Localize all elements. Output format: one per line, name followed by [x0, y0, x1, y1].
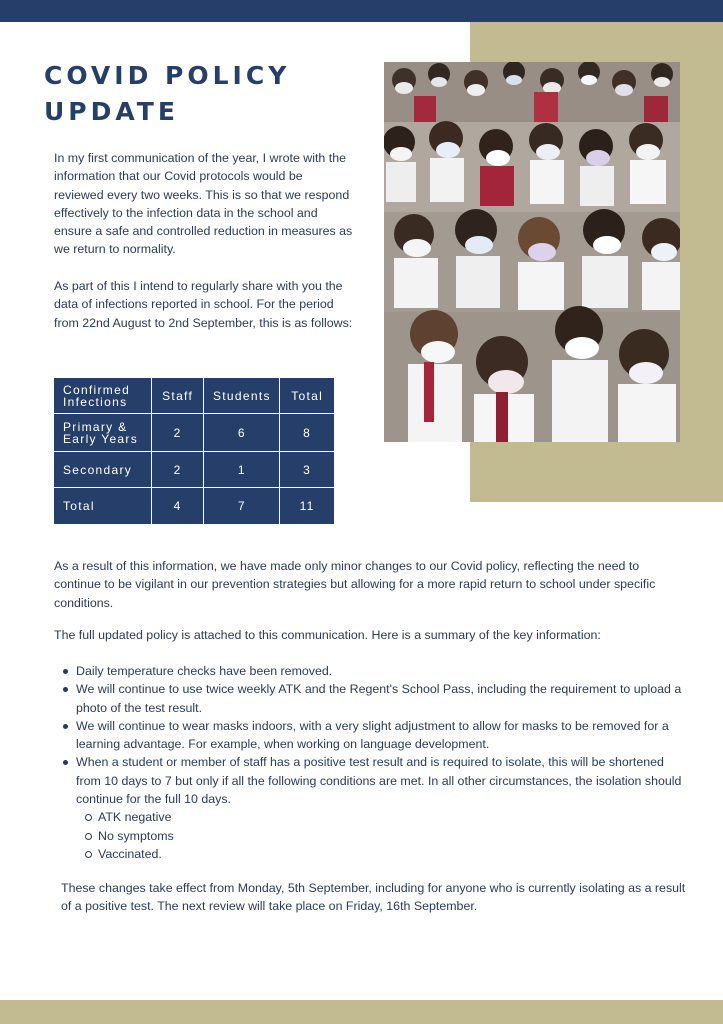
list-item-text: When a student or member of staff has a positive test result and is required to isolate, this will be shortened from 10 days to 7 but only if all the following conditions are met. In all other circumstances, the isolation should continue for the full 10 days.	[76, 755, 682, 807]
list-item: We will continue to wear masks indoors, with a very slight adjustment to allow for masks to be removed for a learning advantage. For example, when working on language development.	[76, 717, 686, 754]
table-cell: Secondary	[54, 452, 152, 488]
key-information-list	[76, 662, 686, 863]
table-cell: 3	[280, 452, 335, 488]
table-cell: Total	[54, 488, 152, 525]
table-row	[54, 414, 335, 452]
table-cell: 1	[204, 452, 280, 488]
students-photo	[384, 62, 680, 442]
condition-item: ATK negative	[98, 808, 686, 826]
list-item: We will continue to use twice weekly ATK and the Regent's School Pass, including the requirement to upload a photo of the test result.	[76, 680, 686, 717]
conditions-list	[98, 808, 686, 863]
condition-item: No symptoms	[98, 827, 686, 845]
table-cell: 11	[280, 488, 335, 525]
table-header-row	[54, 378, 335, 414]
table-cell: 7	[204, 488, 280, 525]
body-paragraph-1: As a result of this information, we have made only minor changes to our Covid policy, reflecting the need to continue to be vigilant in our prevention strategies but allowing for a more rapid return to school under specific conditions.	[54, 559, 656, 610]
table-cell: 6	[204, 414, 280, 452]
page-title: COVID POLICY UPDATE	[44, 61, 291, 126]
table-cell: 2	[151, 414, 204, 452]
intro-paragraph-2: As part of this I intend to regularly share with you the data of infections reported in school. For the period from 22nd August to 2nd September, this is as follows:	[54, 279, 353, 330]
condition-item: Vaccinated.	[98, 845, 686, 863]
top-bar	[0, 0, 723, 22]
table-header-cell: Students	[204, 378, 280, 414]
table-header-cell: Total	[280, 378, 335, 414]
bottom-bar	[0, 1000, 723, 1024]
table-cell: 2	[151, 452, 204, 488]
table-cell: 4	[151, 488, 204, 525]
infections-table	[53, 377, 335, 525]
list-item	[76, 753, 686, 863]
table-row	[54, 452, 335, 488]
table-cell: 8	[280, 414, 335, 452]
table-cell: Primary & Early Years	[54, 414, 152, 452]
table-header-cell: Confirmed Infections	[54, 378, 152, 414]
intro-paragraph-1: In my first communication of the year, I wrote with the information that our Covid protocols would be reviewed every two weeks. This is so that we respond effectively to the infection data in the school and ensure a safe and controlled reduction in measures as we return to normality.	[54, 151, 353, 257]
table-header-cell: Staff	[151, 378, 204, 414]
table-row	[54, 488, 335, 525]
list-item: Daily temperature checks have been removed.	[76, 662, 686, 680]
body-paragraph-2: The full updated policy is attached to this communication. Here is a summary of the key information:	[54, 628, 601, 642]
closing-paragraph: These changes take effect from Monday, 5th September, including for anyone who is currently isolating as a result of a positive test. The next review will take place on Friday, 16th September.	[61, 881, 686, 914]
